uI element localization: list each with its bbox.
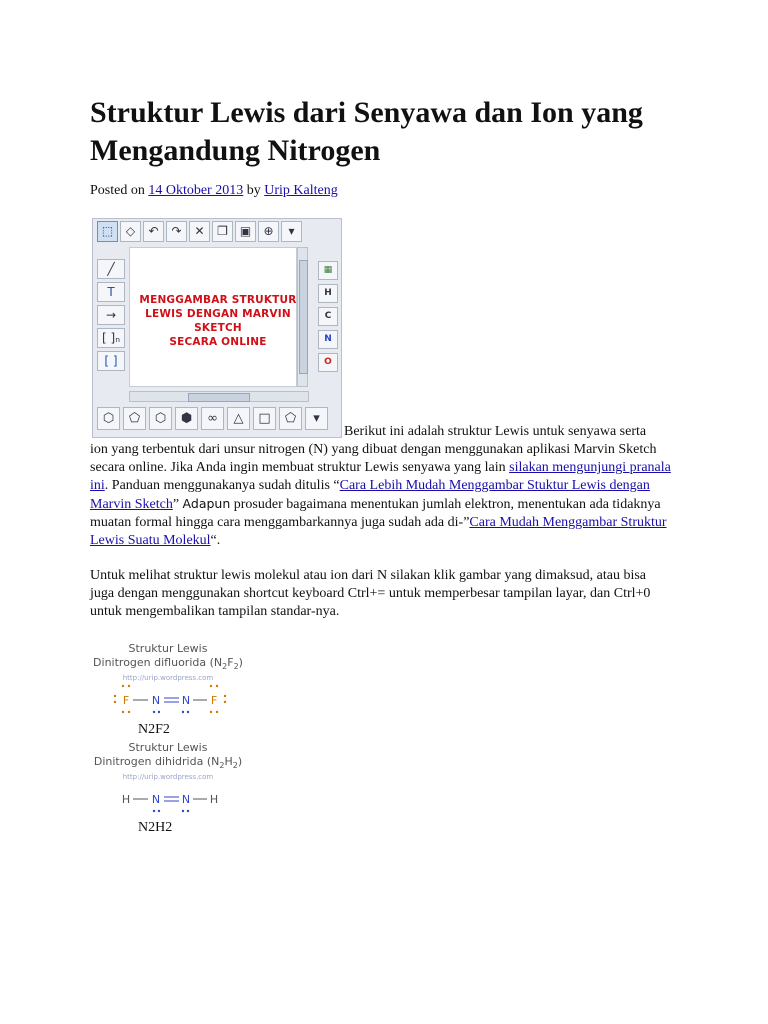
n2h2-caption: N2H2 (138, 820, 173, 835)
n2h2-atom-h1: H (121, 793, 131, 807)
marvin-horizontal-scrollbar (129, 391, 309, 402)
n2f2-lewis-diagram (103, 682, 233, 722)
copy-icon: ❐ (212, 221, 233, 242)
cut-icon: ✕ (189, 221, 210, 242)
n2f2-title-line1: Struktur Lewis (128, 642, 208, 655)
fused-rings-icon: ∞ (201, 407, 224, 430)
bracket-tool-2-icon: [ ] (97, 351, 125, 371)
paragraph1-text-adapun: Adapun (182, 496, 231, 511)
n2f2-watermark: http://urip.wordpress.com (122, 674, 214, 683)
by-label: by (246, 183, 261, 198)
atom-n-button: N (318, 330, 338, 349)
link-cara-lebih-mudah[interactable]: Cara Lebih Mudah Menggambar Stuktur Lewis dengan Marvin Sketch (90, 478, 650, 512)
n2f2-caption: N2F2 (138, 722, 170, 737)
n2f2-title-line2: Dinitrogen difluorida $(N_2F_2)$ (93, 656, 243, 672)
article-title: Struktur Lewis dari Senyawa dan Ion yang Mengandung Nitrogen (90, 96, 643, 167)
select-tool-icon: ⬚ (97, 221, 118, 242)
n2f2-atom-f2: F (210, 694, 218, 708)
shape-2-icon: ⬠ (123, 407, 146, 430)
paragraph1-text-d: prosuder bagaimana menentukan jumlah elektron, menentukan ada tidaknya muatan formal hingga cara menggambarkannya juga sudah ada di-” (90, 497, 661, 530)
post-date-link[interactable]: 14 Oktober 2013 (148, 183, 244, 198)
marvin-overlay-text (129, 293, 307, 349)
bracket-tool-icon: [ ]ₙ (97, 328, 125, 348)
redo-icon: ↷ (166, 221, 187, 242)
n2h2-title-line2: Dinitrogen dihidrida $(N_2H_2)$ (93, 755, 243, 771)
author-link[interactable]: Urip Kalteng (264, 183, 338, 198)
hexagon-2-icon: ⬢ (175, 407, 198, 430)
pentagon-icon: ⬠ (279, 407, 302, 430)
n2f2-atom-f1: F (122, 694, 130, 708)
atom-c-button: C (318, 307, 338, 326)
paragraph1-text-b: . Panduan menggunakanya sudah ditulis “ (104, 478, 340, 493)
n2h2-title-line1: Struktur Lewis (128, 741, 208, 754)
zoom-icon: ⊕ (258, 221, 279, 242)
overlay-line-2: LEWIS DENGAN MARVIN SKETCH (145, 308, 291, 334)
marvin-shape-tools (97, 407, 328, 430)
n2h2-atom-n1: N (151, 793, 161, 807)
overlay-line-3: SECARA ONLINE (169, 336, 267, 348)
marvin-toolbar (97, 221, 302, 243)
paragraph1-text-c: ” (172, 497, 183, 512)
text-tool-icon: T (97, 282, 125, 302)
triangle-icon: △ (227, 407, 250, 430)
n2f2-atom-n1: N (151, 694, 161, 708)
marvin-sketch-image[interactable] (92, 218, 342, 438)
shape-1-icon: ⬡ (97, 407, 120, 430)
paragraph2 (90, 567, 670, 621)
marvin-atom-buttons (318, 261, 338, 372)
paragraph1-text-e: “. (210, 533, 221, 548)
paragraph1-first-line: Berikut ini adalah struktur Lewis untuk senyawa serta (344, 424, 647, 439)
link-cara-mudah-molekul[interactable]: Cara Mudah Menggambar Struktur Lewis Suatu Molekul (90, 515, 667, 548)
arrow-tool-icon: → (97, 305, 125, 325)
eraser-icon: ◇ (120, 221, 141, 242)
paragraph1-text-a: ion yang terbentuk dari unsur nitrogen (N) yang dibuat dengan menggunakan aplikasi Marvin Sketch secara online. Jika Anda ingin membuat struktur Lewis senyawa yang lain (90, 442, 657, 475)
n2h2-atom-n2: N (181, 793, 191, 807)
shape-dropdown-icon: ▾ (305, 407, 328, 430)
n2f2-structure-image[interactable] (92, 642, 244, 722)
posted-on-label: Posted on (90, 183, 145, 198)
periodic-table-icon: ▦ (318, 261, 338, 280)
paste-icon: ▣ (235, 221, 256, 242)
dropdown-icon: ▾ (281, 221, 302, 242)
n2f2-atom-n2: N (181, 694, 191, 708)
n2h2-atom-h2: H (209, 793, 219, 807)
atom-h-button: H (318, 284, 338, 303)
overlay-line-1: MENGGAMBAR STRUKTUR (139, 294, 297, 306)
paragraph1 (90, 441, 680, 550)
hexagon-icon: ⬡ (149, 407, 172, 430)
n2h2-lewis-diagram (103, 781, 233, 821)
link-pranala[interactable]: silakan mengunjungi pranala ini (90, 460, 671, 493)
paragraph2-text: Untuk melihat struktur lewis molekul atau ion dari N silakan klik gambar yang dimaksud, atau bisa juga dengan menggunakan shortcut keyboard Ctrl+= untuk memperbesar tampilan layar, dan Ctrl+0 untuk mengembalikan tampilan standar-nya. (90, 568, 651, 619)
atom-o-button: O (318, 353, 338, 372)
post-meta (90, 183, 338, 199)
undo-icon: ↶ (143, 221, 164, 242)
bond-tool-icon: ╱ (97, 259, 125, 279)
n2h2-watermark: http://urip.wordpress.com (122, 773, 214, 782)
square-icon: □ (253, 407, 276, 430)
marvin-left-tools (97, 259, 125, 371)
n2h2-structure-image[interactable] (92, 741, 244, 821)
marvin-vertical-scrollbar (297, 247, 308, 387)
